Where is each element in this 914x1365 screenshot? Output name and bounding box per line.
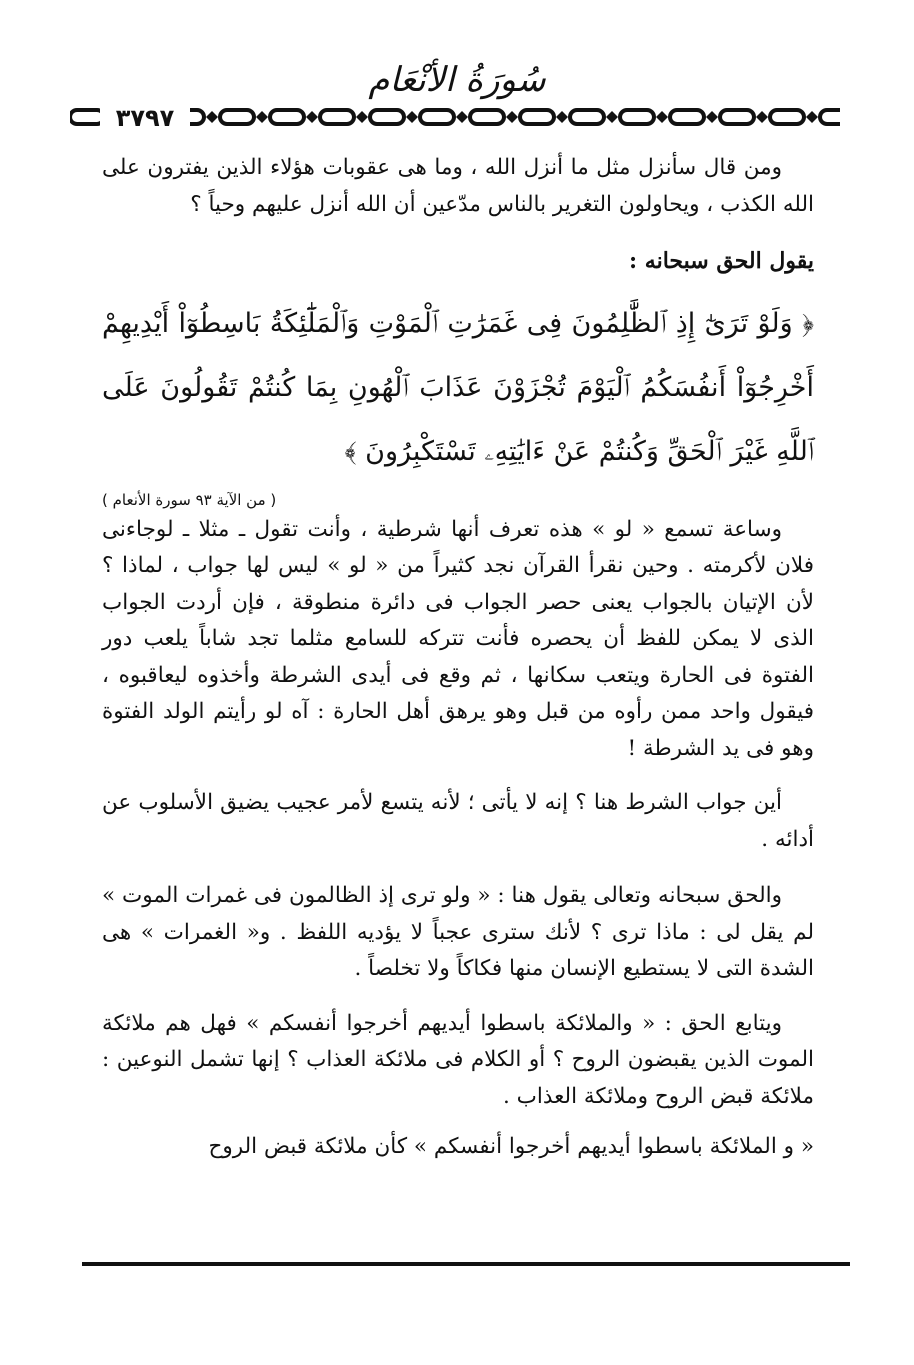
verse-reference: ( من الآية ٩٣ سورة الأنعام ) bbox=[102, 490, 277, 509]
paragraph-4: والحق سبحانه وتعالى يقول هنا : « ولو ترى إذ الظالمون فى غمرات الموت » لم يقل لى : ماذا ترى ؟ لأنك سترى عجباً لا يؤديه اللفظ . و« الغمرات » هى الشدة التى لا يستطيع الإنسان منها فكاكاً ولا تخلصاً . bbox=[102, 883, 814, 981]
page-body bbox=[102, 150, 814, 1166]
paragraph-2: وساعة تسمع « لو » هذه تعرف أنها شرطية ، وأنت تقول ـ مثلا ـ لوجاءنى فلان لأكرمته . وحين نقرأ القرآن نجد كثيراً من « لو » ليس لها جواب ، لماذا ؟ لأن الإتيان بالجواب يعنى حصر الجواب فى دائرة منطوقة ، فإن أردت الجواب الذى لا يمكن للفظ أن يحصره فأنت تتركه للسامع مثلما تجد شاباً يلعب دور الفتوة فى الحارة ويتعب سكانها ، ثم وقع فى أيدى الشرطة وأخذوه ليعاقبوه ، فيقول واحد ممن رأوه من قبل وهو يرهق أهل الحارة : آه لو رأيتم الولد الفتوة وهو فى يد الشرطة ! bbox=[102, 516, 814, 761]
bottom-rule bbox=[82, 1262, 850, 1266]
page-number: ٣٧٩٧ bbox=[100, 104, 190, 132]
surah-title: سُورَةُ الأنْعَام bbox=[368, 60, 546, 100]
quran-verse: ﴿ وَلَوْ تَرَىٰٓ إِذِ ٱلظَّٰلِمُونَ فِى غَمَرَٰتِ ٱلْمَوْتِ وَٱلْمَلَٰٓئِكَةُ بَاسِطُوٓاْ أَيْدِيهِمْ أَخْرِجُوٓاْ أَنفُسَكُمُ ٱلْيَوْمَ تُجْزَوْنَ عَذَابَ ٱلْهُونِ بِمَا كُنتُمْ تَقُولُونَ عَلَى ٱللَّهِ غَيْرَ ٱلْحَقِّ وَكُنتُمْ عَنْ ءَايَٰتِهِۦ تَسْتَكْبِرُونَ ﴾ bbox=[102, 307, 814, 467]
section-heading: يقول الحق سبحانه : bbox=[629, 248, 814, 274]
paragraph-6: « و الملائكة باسطوا أيديهم أخرجوا أنفسكم » كأن ملائكة قبض الروح bbox=[208, 1134, 814, 1159]
paragraph-1: ومن قال سأنزل مثل ما أنزل الله ، وما هى عقوبات هؤلاء الذين يفترون على الله الكذب ، ويحاولون التغرير بالناس مدّعين أن الله أنزل عليهم وحياً ؟ bbox=[102, 155, 814, 217]
paragraph-3: أين جواب الشرط هنا ؟ إنه لا يأتى ؛ لأنه يتسع لأمر عجيب يضيق الأسلوب عن أدائه . bbox=[102, 790, 814, 852]
paragraph-5: ويتابع الحق : « والملائكة باسطوا أيديهم أخرجوا أنفسكم » فهل هم ملائكة الموت الذين يقبضون الروح ؟ أو الكلام فى ملائكة العذاب ؟ إنها تشمل النوعين : ملائكة قبض الروح وملائكة العذاب . bbox=[102, 1010, 814, 1109]
